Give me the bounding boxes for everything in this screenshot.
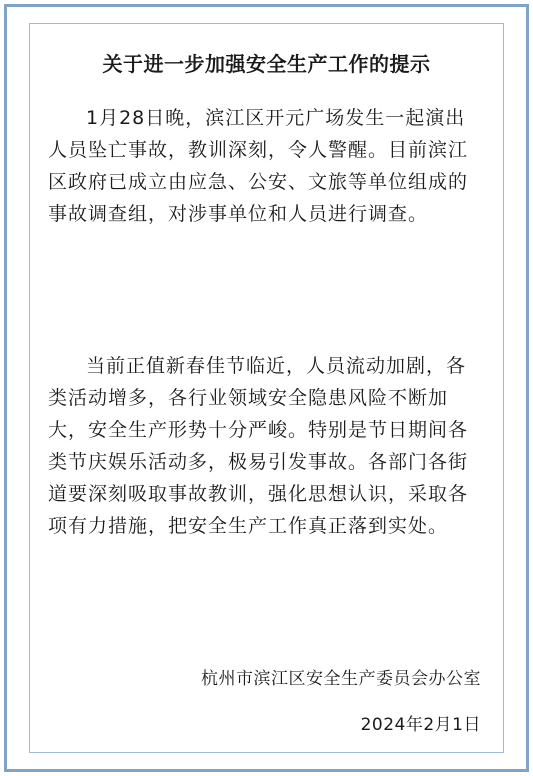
notice-title: 关于进一步加强安全生产工作的提示 [102,52,431,76]
notice-outer-frame [4,4,529,772]
issuer-signature: 杭州市滨江区安全生产委员会办公室 [201,669,481,689]
notice-paragraph-2: 当前正值新春佳节临近，人员流动加剧，各类活动增多，各行业领域安全隐患风险不断加大，安全生产形势十分严峻。特别是节日期间各类节庆娱乐活动多，极易引发事故。各部门各街道要深刻吸取事故教训，强化思想认识，采取各项有力措施，把安全生产工作真正落到实处。 [48,355,469,537]
notice-paragraph-1: 1月28日晚，滨江区开元广场发生一起演出人员坠亡事故，教训深刻，令人警醒。目前滨江区政府已成立由应急、公安、文旅等单位组成的事故调查组，对涉事单位和人员进行调查。 [48,107,469,225]
issue-date: 2024年2月1日 [360,715,481,735]
notice-inner-frame [29,23,504,753]
